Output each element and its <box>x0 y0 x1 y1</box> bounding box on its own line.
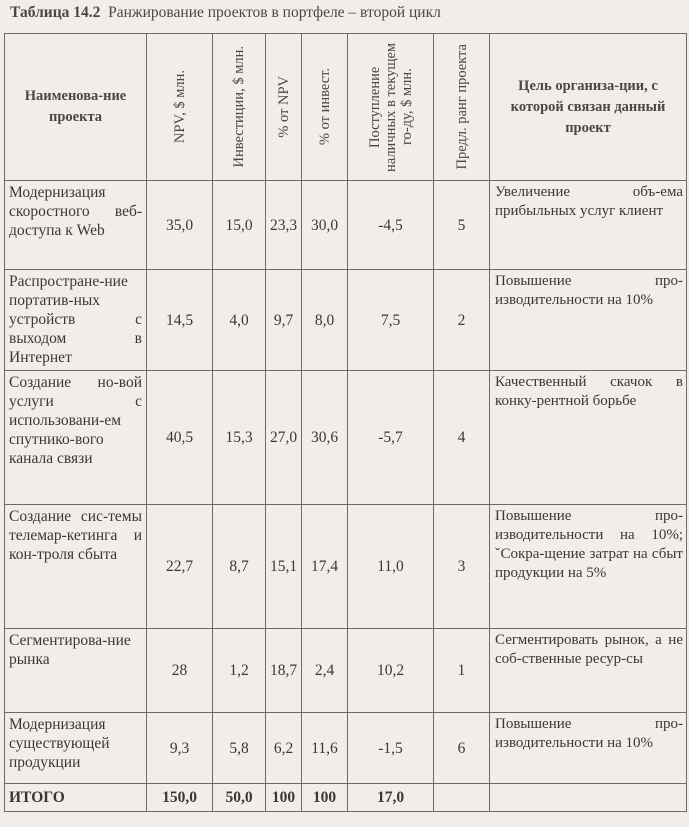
cell-npv: 9,3 <box>147 713 213 784</box>
cell-pct-invest: 8,0 <box>302 270 348 371</box>
cell-organization-goal: Сегментировать рынок, а не соб-ственные ресур-сы <box>490 629 687 713</box>
cell-investment: 5,8 <box>213 713 266 784</box>
cell-cash-inflow: 11,0 <box>348 505 434 629</box>
total-row <box>5 784 687 812</box>
cell-pct-npv: 27,0 <box>266 371 302 505</box>
cell-project-name: Модернизация существующей продукции <box>5 713 147 784</box>
table-title: Ранжирование проектов в портфеле – второй цикл <box>108 4 441 21</box>
cell-npv: 35,0 <box>147 181 213 270</box>
cell-cash-inflow: -5,7 <box>348 371 434 505</box>
cell-cash-inflow: 7,5 <box>348 270 434 371</box>
header-pct-invest <box>302 34 348 181</box>
cell-organization-goal: Повышение про-изводительности на 10% <box>490 270 687 371</box>
total-label: ИТОГО <box>5 784 147 812</box>
header-npv-text: NPV, $ млн. <box>171 70 188 144</box>
table-row <box>5 505 687 629</box>
cell-organization-goal: Увеличение объ-ема прибыльных услуг клиент <box>490 181 687 270</box>
table-row <box>5 181 687 270</box>
header-project-name: Наименова-ние проекта <box>5 34 147 181</box>
cell-project-name: Создание сис-темы телемар-кетинга и кон-троля сбыта <box>5 505 147 629</box>
total-pct-npv: 100 <box>266 784 302 812</box>
cell-pct-npv: 9,7 <box>266 270 302 371</box>
cell-project-name: Сегментирова-ние рынка <box>5 629 147 713</box>
cell-investment: 4,0 <box>213 270 266 371</box>
cell-pct-npv: 6,2 <box>266 713 302 784</box>
header-investment <box>213 34 266 181</box>
header-pct-npv <box>266 34 302 181</box>
cell-pct-invest: 11,6 <box>302 713 348 784</box>
cell-pct-npv: 18,7 <box>266 629 302 713</box>
total-pct-invest: 100 <box>302 784 348 812</box>
cell-pct-npv: 23,3 <box>266 181 302 270</box>
header-cash-inflow <box>348 34 434 181</box>
cell-investment: 15,0 <box>213 181 266 270</box>
cell-investment: 15,3 <box>213 371 266 505</box>
table-row <box>5 713 687 784</box>
header-npv <box>147 34 213 181</box>
total-npv: 150,0 <box>147 784 213 812</box>
table-number: Таблица 14.2 <box>10 4 101 21</box>
cell-npv: 40,5 <box>147 371 213 505</box>
total-proposed-rank <box>434 784 490 812</box>
total-organization-goal <box>490 784 687 812</box>
cell-npv: 22,7 <box>147 505 213 629</box>
cell-cash-inflow: -1,5 <box>348 713 434 784</box>
header-proposed-rank <box>434 34 490 181</box>
cell-proposed-rank: 3 <box>434 505 490 629</box>
ranking-table <box>4 33 687 812</box>
header-pct-npv-text: % от NPV <box>275 76 292 138</box>
cell-proposed-rank: 5 <box>434 181 490 270</box>
header-investment-text: Инвестиции, $ млн. <box>231 46 247 168</box>
cell-cash-inflow: 10,2 <box>348 629 434 713</box>
cell-project-name: Модернизация скоростного веб-доступа к Web <box>5 181 147 270</box>
cell-pct-invest: 2,4 <box>302 629 348 713</box>
table-row <box>5 270 687 371</box>
cell-pct-invest: 30,0 <box>302 181 348 270</box>
header-proposed-rank-text: Предл. ранг проекта <box>453 44 470 170</box>
cell-cash-inflow: -4,5 <box>348 181 434 270</box>
cell-project-name: Распростране-ние портатив-ных устройств с выходом в Интернет <box>5 270 147 371</box>
cell-proposed-rank: 2 <box>434 270 490 371</box>
table-row <box>5 629 687 713</box>
total-cash-inflow: 17,0 <box>348 784 434 812</box>
cell-organization-goal: Повышение про-изводительности на 10% <box>490 713 687 784</box>
header-row <box>5 34 687 181</box>
cell-proposed-rank: 1 <box>434 629 490 713</box>
table-caption <box>10 4 441 22</box>
cell-organization-goal: Качественный скачок в конку-рентной борьбе <box>490 371 687 505</box>
cell-investment: 8,7 <box>213 505 266 629</box>
header-cash-inflow-text: Поступление наличных в текущем го-ду, $ млн. <box>366 42 415 172</box>
total-investment: 50,0 <box>213 784 266 812</box>
cell-project-name: Создание но-вой услуги с использовани-ем спутнико-вого канала связи <box>5 371 147 505</box>
cell-pct-invest: 17,4 <box>302 505 348 629</box>
header-pct-invest-text: % от инвест. <box>316 68 333 146</box>
cell-proposed-rank: 6 <box>434 713 490 784</box>
cell-npv: 28 <box>147 629 213 713</box>
header-organization-goal: Цель организа-ции, с которой связан данный проект <box>490 34 687 181</box>
cell-investment: 1,2 <box>213 629 266 713</box>
cell-pct-npv: 15,1 <box>266 505 302 629</box>
table-row <box>5 371 687 505</box>
cell-npv: 14,5 <box>147 270 213 371</box>
cell-proposed-rank: 4 <box>434 371 490 505</box>
cell-organization-goal: Повышение про-изводительности на 10%; ˇСокра-щение затрат на сбыт продукции на 5% <box>490 505 687 629</box>
cell-pct-invest: 30,6 <box>302 371 348 505</box>
